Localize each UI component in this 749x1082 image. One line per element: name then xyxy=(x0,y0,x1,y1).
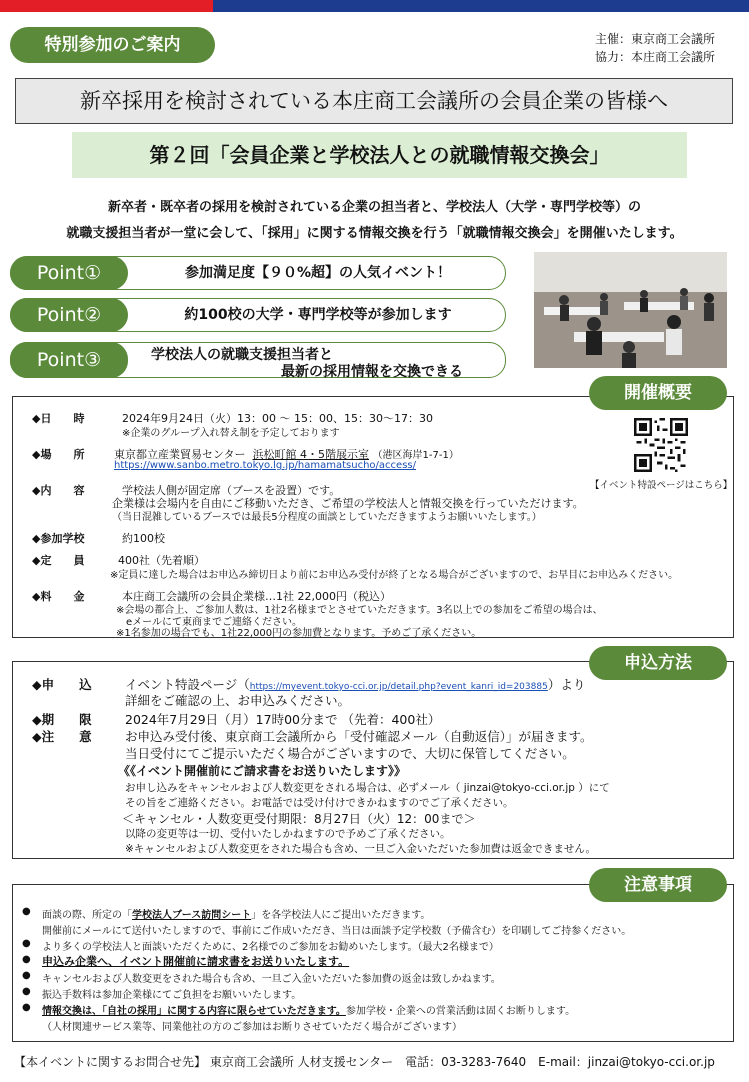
content-label: ◆内 容 xyxy=(32,484,85,497)
note-item-2: より多くの学校法人と面談いただくために、2名様でのご参加をお勧めいたします。（最大2名様まで） xyxy=(42,942,499,953)
apply-url-link[interactable]: https://myevent.tokyo-cci.or.jp/detail.php?event_kanri_id=203885 xyxy=(249,682,548,692)
point-3-text-line1: 学校法人の就職支援担当者と xyxy=(151,347,333,363)
note-item-3: 申込み企業へ、イベント開催前に請求書をお送りいたします。 xyxy=(42,955,350,968)
fee-value: 本庄商工会議所の会員企業様…1社 22,000円（税込） xyxy=(122,590,391,603)
fee-note-2: eメールにて東商までご連絡ください。 xyxy=(116,617,302,628)
note-bullet: ● xyxy=(22,938,31,949)
point-2-text: 約100校の大学・専門学校等が参加します xyxy=(184,307,452,323)
top-bar-red xyxy=(0,0,213,12)
contact-footer: 【本イベントに関するお問合せ先】 東京商工会議所 人材支援センター 電話：03-3283-7640 E-mail：jinzai@tokyo-cci.or.jp xyxy=(14,1055,715,1069)
note-item-6: 情報交換は、「自社の採用」に関する内容に限らせていただきます。参加学校・企業への営業活動は固くお断りします。 xyxy=(42,1006,576,1017)
capacity-value: 400社（先着順） xyxy=(118,554,205,567)
apply-label: ◆申 込 xyxy=(32,677,92,692)
apply-suffix: ）より xyxy=(547,677,586,692)
cancel-deadline: ＜キャンセル・人数変更受付期限：8月27日（火）12：00まで＞ xyxy=(122,812,476,826)
event-title: 第２回「会員企業と学校法人との就職情報交換会」 xyxy=(72,132,687,178)
caution-line-2: 当日受付にてご提示いただく場合がございますので、大切に保管してください。 xyxy=(125,746,575,761)
date-value: 2024年9月24日（火）13：00 ～ 15：00、15：30～17：30 xyxy=(122,412,433,425)
invoice-heading: 《《イベント開催前にご請求書をお送りいたします》》 xyxy=(118,764,407,778)
date-label: ◆日 時 xyxy=(32,412,85,425)
place-address: （港区海岸1-7-1） xyxy=(372,450,459,461)
point-2-badge: Point② xyxy=(10,298,128,332)
note-bullet: ● xyxy=(22,1002,31,1013)
cancel-line-3: 以降の変更等は一切、受付いたしかねますので予めご了承ください。 xyxy=(125,828,451,840)
headline-box: 新卒採用を検討されている本庄商工会議所の会員企業の皆様へ xyxy=(15,78,733,124)
capacity-label: ◆定 員 xyxy=(32,554,85,567)
place-venue: 東京都立産業貿易センター xyxy=(114,448,246,461)
note-item-1: 面談の際、所定の「学校法人ブース訪問シート」を各学校法人にご提出いただきます。 xyxy=(42,910,431,921)
fee-note-1: ※会場の都合上、ご参加人数は、1社2名様までとさせていただきます。3名以上での参加をご希望の場合は、 xyxy=(116,605,603,616)
content-value: 学校法人側が固定席（ブースを設置）です。 xyxy=(122,484,341,497)
qr-caption: 【イベント特設ページはこちら】 xyxy=(590,480,733,491)
deadline-label: ◆期 限 xyxy=(32,712,92,727)
intro-line-2: 就職支援担当者が一堂に会して、「採用」に関する情報交換を行う「就職情報交換会」を開催いたします。 xyxy=(66,226,683,241)
caution-label: ◆注 意 xyxy=(32,729,92,744)
point-3 xyxy=(10,342,506,378)
point-3-text-line2: 最新の採用情報を交換できる xyxy=(281,364,463,380)
place-label: ◆場 所 xyxy=(32,448,85,461)
cancel-line-2: その旨をご連絡ください。お電話では受け付けできかねますのでご了承ください。 xyxy=(125,797,514,809)
point-3-badge: Point③ xyxy=(10,342,128,378)
event-photo xyxy=(534,252,727,368)
intro-line-1: 新卒者・既卒者の採用を検討されている企業の担当者と、学校法人（大学・専門学校等）の xyxy=(107,200,641,215)
content-line-3: （当日混雑しているブースでは最長5分程度の面談としていただきますようお願いいたします。） xyxy=(112,512,542,523)
cancel-line-1: お申し込みをキャンセルおよび人数変更をされる場合は、必ずメール（ jinzai@tokyo-cci.or.jp ）にて xyxy=(125,782,610,794)
fee-label: ◆料 金 xyxy=(32,590,85,603)
schools-value: 約100校 xyxy=(122,532,165,545)
point-1 xyxy=(10,256,506,290)
point-1-badge: Point① xyxy=(10,256,128,290)
deadline-value: 2024年7月29日（月）17時00分まで （先着：400社） xyxy=(125,712,441,727)
note-item-4: キャンセルおよび人数変更をされた場合も含め、一旦ご入金いただいた参加費の返金は致しかねます。 xyxy=(42,974,501,985)
fee-note-3: ※1名参加の場合でも、1社22,000円の参加費となります。予めご了承ください。 xyxy=(116,628,482,639)
qr-code[interactable] xyxy=(634,418,688,472)
cancel-line-4: ※キャンセルおよび人数変更をされた場合も含め、一旦ご入金いただいた参加費は返金できません。 xyxy=(125,843,597,855)
caution-line-1: お申込み受付後、東京商工会議所から「受付確認メール（自動返信）」が届きます。 xyxy=(125,729,593,744)
content-line-2: 企業様は会場内を自由にご移動いただき、ご希望の学校法人と情報交換を行っていただけます。 xyxy=(112,497,584,510)
note-bullet: ● xyxy=(22,986,31,997)
schools-label: ◆参加学校 xyxy=(32,532,85,545)
notes-tag: 注意事項 xyxy=(589,868,727,902)
apply-line-2: 詳細をご確認の上、お申込みください。 xyxy=(125,693,351,708)
organizer-text: 主催：東京商工会議所 xyxy=(595,32,716,46)
application-tag: 申込方法 xyxy=(589,646,727,680)
note-bullet: ● xyxy=(22,970,31,981)
apply-prefix: イベント特設ページ（ xyxy=(125,677,250,692)
date-note: ※企業のグループ入れ替え制を予定しております xyxy=(122,428,340,439)
top-bar-blue xyxy=(213,0,749,12)
special-participation-pill: 特別参加のご案内 xyxy=(10,27,215,63)
place-url-link[interactable]: https://www.sanbo.metro.tokyo.lg.jp/hamamatsucho/access/ xyxy=(114,460,416,471)
point-2 xyxy=(10,298,506,332)
place-hall: 浜松町館 4・5階展示室 xyxy=(252,448,370,461)
note-item-5: 振込手数料は参加企業様にてご負担をお願いいたします。 xyxy=(42,990,302,1001)
point-1-text: 参加満足度【９０%超】の人気イベント！ xyxy=(184,265,452,281)
note-bullet: ● xyxy=(22,954,31,965)
note-item-6-cont: （人材関連サービス業等、同業他社の方のご参加はお断りさせていただく場合がございます） xyxy=(42,1022,462,1033)
note-bullet: ● xyxy=(22,906,31,917)
note-item-1-cont: 開催前にメールにて送付いたしますので、事前にご作成いただき、当日は面談予定学校数（予備含む）を印刷してご持参ください。 xyxy=(42,926,632,937)
capacity-note: ※定員に達した場合はお申込み締切日より前にお申込み受付が終了となる場合がございますので、お早目にお申込みください。 xyxy=(110,570,679,581)
overview-tag: 開催概要 xyxy=(589,376,727,410)
cooperation-text: 協力：本庄商工会議所 xyxy=(595,50,716,64)
